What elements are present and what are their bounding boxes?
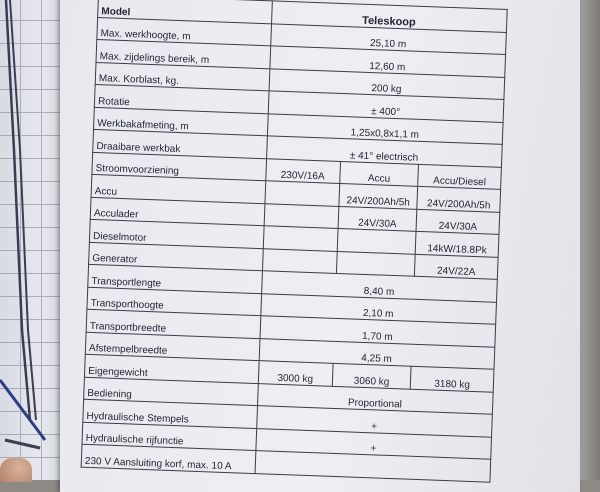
row-value bbox=[336, 251, 415, 276]
row-value: 24V/200Ah/5h bbox=[417, 186, 500, 212]
row-value: 3180 kg bbox=[411, 366, 494, 392]
row-label: Werkbakafmeting, m bbox=[94, 107, 268, 136]
row-value: 24V/30A bbox=[416, 209, 499, 235]
row-value: Proportional bbox=[257, 383, 493, 414]
row-value: 3000 kg bbox=[258, 361, 333, 386]
row-label: Transportbreedte bbox=[86, 309, 260, 338]
spec-table bbox=[81, 0, 508, 482]
row-value: Teleskoop bbox=[271, 1, 507, 32]
spec-sheet bbox=[81, 0, 518, 483]
row-label: Hydraulische rijfunctie bbox=[82, 422, 256, 451]
row-label: Max. zijdelings bereik, m bbox=[96, 39, 270, 68]
row-value: ± 41° electrisch bbox=[266, 136, 502, 167]
row-value bbox=[264, 203, 339, 228]
row-value: 24V/200Ah/5h bbox=[339, 183, 418, 208]
row-label: 230 V Aansluiting korf, max. 10 A bbox=[81, 444, 255, 473]
row-label: Draaibare werkbak bbox=[93, 129, 267, 158]
row-label: Max. Korblast, kg. bbox=[95, 62, 269, 91]
row-value: 2,10 m bbox=[260, 293, 496, 324]
row-value: 200 kg bbox=[269, 68, 505, 99]
row-label: Eigengewicht bbox=[84, 354, 258, 383]
row-value bbox=[262, 248, 337, 273]
row-value: 25,10 m bbox=[270, 23, 506, 54]
row-label: Afstempelbreedte bbox=[85, 332, 259, 361]
row-label: Stroomvoorziening bbox=[92, 152, 266, 181]
row-value: Accu/Diesel bbox=[418, 164, 501, 190]
row-label: Model bbox=[98, 0, 272, 23]
row-value: 14kW/18.8Pk bbox=[416, 231, 499, 257]
row-label: Rotatie bbox=[94, 84, 268, 113]
crane-drawing bbox=[0, 0, 66, 480]
thumb bbox=[0, 458, 32, 482]
row-label: Acculader bbox=[90, 197, 264, 226]
row-value: 230V/16A bbox=[265, 158, 340, 183]
row-value: 3060 kg bbox=[332, 363, 411, 388]
row-value: 1,25x0,8x1,1 m bbox=[267, 113, 503, 144]
row-value: + bbox=[256, 406, 492, 437]
row-value bbox=[337, 228, 416, 253]
row-value: 24V/30A bbox=[338, 206, 417, 231]
row-value bbox=[263, 226, 338, 251]
row-label: Max. werkhoogte, m bbox=[97, 17, 271, 46]
row-label: Hydraulische Stempels bbox=[83, 399, 257, 428]
row-value: 4,25 m bbox=[259, 338, 495, 369]
row-label: Dieselmotor bbox=[89, 219, 263, 248]
row-value: 1,70 m bbox=[259, 316, 495, 347]
row-label: Accu bbox=[91, 174, 265, 203]
row-label: Transportlengte bbox=[88, 264, 262, 293]
row-value: 24V/22A bbox=[415, 254, 498, 280]
row-value: 8,40 m bbox=[261, 271, 497, 302]
row-value: 12,60 m bbox=[269, 46, 505, 77]
row-label: Bediening bbox=[84, 377, 258, 406]
row-value: ± 400° bbox=[268, 91, 504, 122]
row-value bbox=[264, 181, 339, 206]
row-label: Transporthoogte bbox=[87, 287, 261, 316]
row-label: Generator bbox=[89, 242, 263, 271]
row-value: Accu bbox=[340, 161, 419, 186]
row-value: + bbox=[255, 428, 491, 459]
